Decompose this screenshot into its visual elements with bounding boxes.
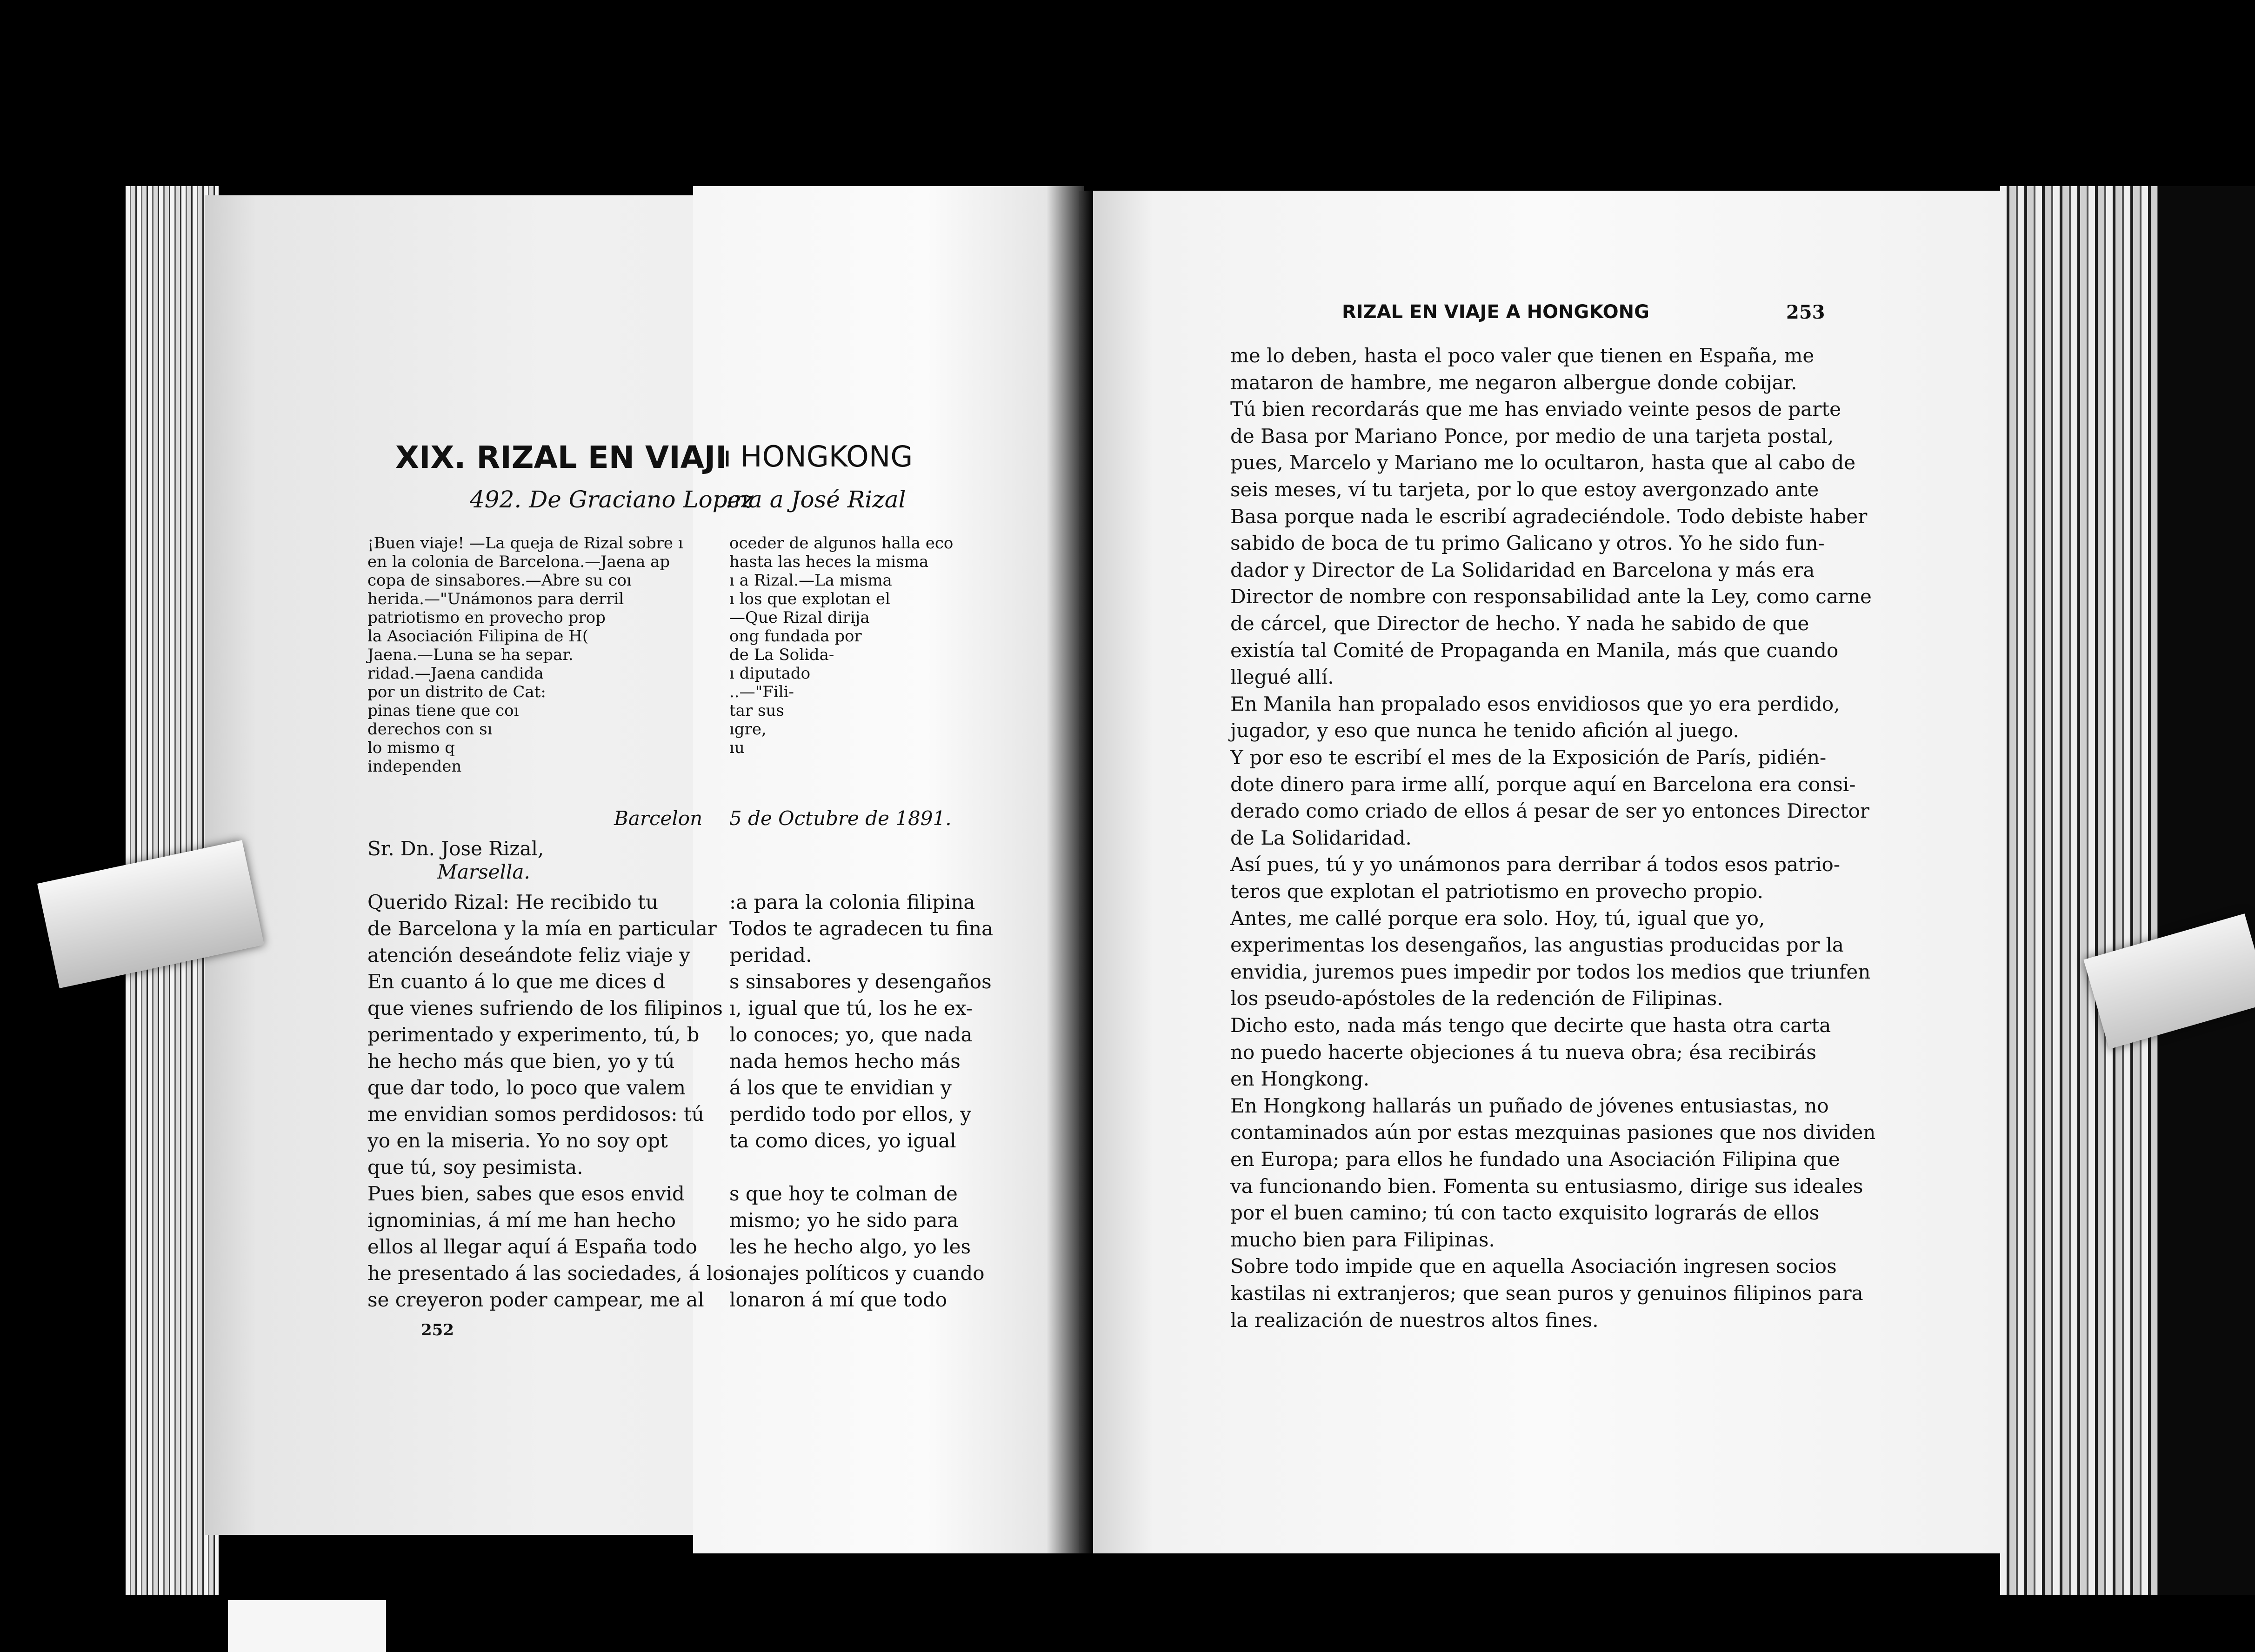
text-line: de cárcel, que Director de hecho. Y nada he sabido de que (1230, 612, 1809, 635)
dateline-left: Barcelon (614, 807, 703, 830)
text-line: mismo; yo he sido para (729, 1209, 959, 1232)
text-line: lo conoces; yo, que nada (729, 1023, 973, 1046)
text-line: Sobre todo impide que en aquella Asociación ingresen socios (1230, 1255, 1837, 1278)
text-line: contaminados aún por estas mezquinas pasiones que nos dividen (1230, 1121, 1876, 1144)
text-line: ..—"Fili- (729, 683, 794, 701)
text-line: la realización de nuestros altos fines. (1230, 1308, 1599, 1332)
text-line: herida.—"Unámonos para derril (367, 590, 624, 608)
text-line: en la colonia de Barcelona.—Jaena ap (367, 553, 670, 571)
text-line: se creyeron poder campear, me al (367, 1288, 704, 1311)
text-line: Así pues, tú y yo unámonos para derribar á todos esos patrio- (1230, 853, 1841, 876)
text-line: he hecho más que bien, yo y tú (367, 1050, 675, 1072)
text-line: dador y Director de La Solidaridad en Barcelona y más era (1230, 558, 1815, 581)
text-line: nada hemos hecho más (729, 1050, 961, 1072)
text-line: ¡Buen viaje! —La queja de Rizal sobre ı (367, 534, 683, 553)
text-line: Y por eso te escribí el mes de la Exposición de París, pidién- (1230, 746, 1827, 769)
chapter-title-left: XIX. RIZAL EN VIAJI (395, 440, 727, 475)
letter-heading-right: :na a José Rizal (726, 486, 906, 513)
text-line: En Manila han propalado esos envidiosos que yo era perdido, (1230, 692, 1840, 715)
text-line: copa de sinsabores.—Abre su coı (367, 571, 632, 590)
text-line: ıu (729, 739, 745, 757)
text-line: kastilas ni extranjeros; que sean puros y genuinos filipinos para (1230, 1282, 1863, 1305)
text-line: por el buen camino; tú con tacto exquisito lograrás de ellos (1230, 1201, 1820, 1225)
text-line: pues, Marcelo y Mariano me lo ocultaron, hasta que al cabo de (1230, 451, 1856, 474)
text-line: lo mismo q (367, 739, 455, 757)
text-line: ong fundada por (729, 627, 862, 646)
text-line: Jaena.—Luna se ha separ. (367, 646, 574, 664)
text-line: Pues bien, sabes que esos envid (367, 1182, 685, 1205)
text-line: independen (367, 757, 462, 776)
text-line: me lo deben, hasta el poco valer que tienen en España, me (1230, 344, 1815, 367)
text-line: Querido Rizal: He recibido tu (367, 891, 659, 913)
text-line: sabido de boca de tu primo Galicano y otros. Yo he sido fun- (1230, 532, 1825, 555)
text-line: llegué allí. (1230, 666, 1334, 689)
text-line: ridad.—Jaena candida (367, 664, 544, 683)
text-line: dote dinero para irme allí, porque aquí en Barcelona era consi- (1230, 773, 1856, 796)
text-line: Dicho esto, nada más tengo que decirte que hasta otra carta (1230, 1014, 1831, 1037)
page-number-right: 253 (1786, 301, 1825, 323)
text-line: ignominias, á mí me han hecho (367, 1209, 676, 1232)
text-line: Todos te agradecen tu fina (729, 917, 994, 940)
text-line: que tú, soy pesimista. (367, 1156, 583, 1179)
text-line: derechos con sı (367, 720, 493, 739)
text-line: á los que te envidian y (729, 1076, 952, 1099)
addressee-name: Sr. Dn. Jose Rizal, (367, 837, 544, 860)
text-line: por un distrito de Cat: (367, 683, 546, 701)
text-line: tar sus (729, 701, 784, 720)
text-line: ı diputado (729, 664, 811, 683)
chapter-title-right: ı HONGKONG (723, 440, 913, 473)
gutter-shadow (1047, 186, 1093, 1558)
text-line: Basa porque nada le escribí agradeciéndole. Todo debiste haber (1230, 505, 1868, 528)
text-line: lonaron á mí que todo (729, 1288, 947, 1311)
text-line: va funcionando bien. Fomenta su entusiasmo, dirige sus ideales (1230, 1174, 1863, 1198)
text-line: de Basa por Mariano Ponce, por medio de una tarjeta postal, (1230, 424, 1834, 447)
text-line: :a para la colonia filipina (729, 891, 975, 913)
right-edge-shadow (2158, 186, 2255, 1595)
text-line: Antes, me callé porque era solo. Hoy, tú, igual que yo, (1230, 906, 1765, 930)
text-line: ı los que explotan el (729, 590, 890, 608)
text-line: hasta las heces la misma (729, 553, 929, 571)
text-line: mataron de hambre, me negaron albergue donde cobijar. (1230, 371, 1797, 394)
text-line: s sinsabores y desengaños (729, 970, 992, 993)
text-line: experimentas los desengaños, las angustias producidas por la (1230, 933, 1844, 957)
text-line: seis meses, ví tu tarjeta, por lo que estoy avergonzado ante (1230, 478, 1819, 501)
text-line: ı a Rizal.—La misma (729, 571, 892, 590)
text-line: mucho bien para Filipinas. (1230, 1228, 1495, 1251)
text-line: atención deseándote feliz viaje y (367, 944, 690, 966)
text-line: ionajes políticos y cuando (729, 1262, 985, 1285)
text-line: derado como criado de ellos á pesar de ser yo entonces Director (1230, 799, 1869, 823)
text-line: que dar todo, lo poco que valem (367, 1076, 686, 1099)
text-line: patriotismo en provecho prop (367, 608, 606, 627)
text-line: en Europa; para ellos he fundado una Asociación Filipina que (1230, 1148, 1840, 1171)
text-line: que vienes sufriendo de los filipinos (367, 997, 723, 1019)
text-line: En Hongkong hallarás un puñado de jóvenes entusiastas, no (1230, 1094, 1829, 1117)
text-line: Tú bien recordarás que me has enviado veinte pesos de parte (1230, 398, 1841, 421)
addressee-city: Marsella. (437, 860, 530, 883)
text-line: me envidian somos perdidosos: tú (367, 1103, 704, 1126)
text-line: no puedo hacerte objeciones á tu nueva obra; ésa recibirás (1230, 1040, 1816, 1064)
text-line: oceder de algunos halla eco (729, 534, 954, 553)
text-line: jugador, y eso que nunca he tenido afición al juego. (1230, 719, 1739, 742)
text-line: en Hongkong. (1230, 1067, 1370, 1091)
text-line: envidia, juremos pues impedir por todos los medios que triunfen (1230, 960, 1871, 983)
text-line: de La Solida- (729, 646, 834, 664)
page-number-left: 252 (421, 1321, 454, 1339)
text-line: peridad. (729, 944, 812, 966)
letter-heading-left: 492. De Graciano Lopez (470, 486, 754, 513)
text-line: teros que explotan el patriotismo en provecho propio. (1230, 880, 1763, 903)
text-line: Director de nombre con responsabilidad ante la Ley, como carne (1230, 585, 1872, 608)
text-line: la Asociación Filipina de H( (367, 627, 589, 646)
text-line: yo en la miseria. Yo no soy opt (367, 1129, 668, 1152)
text-line: ıgre, (729, 720, 767, 739)
paper-scrap (228, 1600, 386, 1652)
text-line: les he hecho algo, yo les (729, 1235, 971, 1258)
text-line: existía tal Comité de Propaganda en Manila, más que cuando (1230, 639, 1839, 662)
text-line: ellos al llegar aquí á España todo (367, 1235, 697, 1258)
text-line: perimentado y experimento, tú, b (367, 1023, 700, 1046)
text-line: En cuanto á lo que me dices d (367, 970, 666, 993)
text-line: —Que Rizal dirija (729, 608, 870, 627)
text-line: perdido todo por ellos, y (729, 1103, 971, 1126)
text-line: ı, igual que tú, los he ex- (729, 997, 973, 1019)
text-line: he presentado á las sociedades, á los (367, 1262, 734, 1285)
text-line: de La Solidaridad. (1230, 826, 1412, 849)
text-line: pinas tiene que coı (367, 701, 519, 720)
text-line: los pseudo-apóstoles de la redención de Filipinas. (1230, 987, 1723, 1010)
text-line: s que hoy te colman de (729, 1182, 958, 1205)
running-head: RIZAL EN VIAJE A HONGKONG (1342, 301, 1649, 323)
text-line: de Barcelona y la mía en particular (367, 917, 717, 940)
text-line: ta como dices, yo igual (729, 1129, 956, 1152)
inserted-slip (693, 186, 1084, 1553)
dateline-right: 5 de Octubre de 1891. (729, 807, 952, 830)
